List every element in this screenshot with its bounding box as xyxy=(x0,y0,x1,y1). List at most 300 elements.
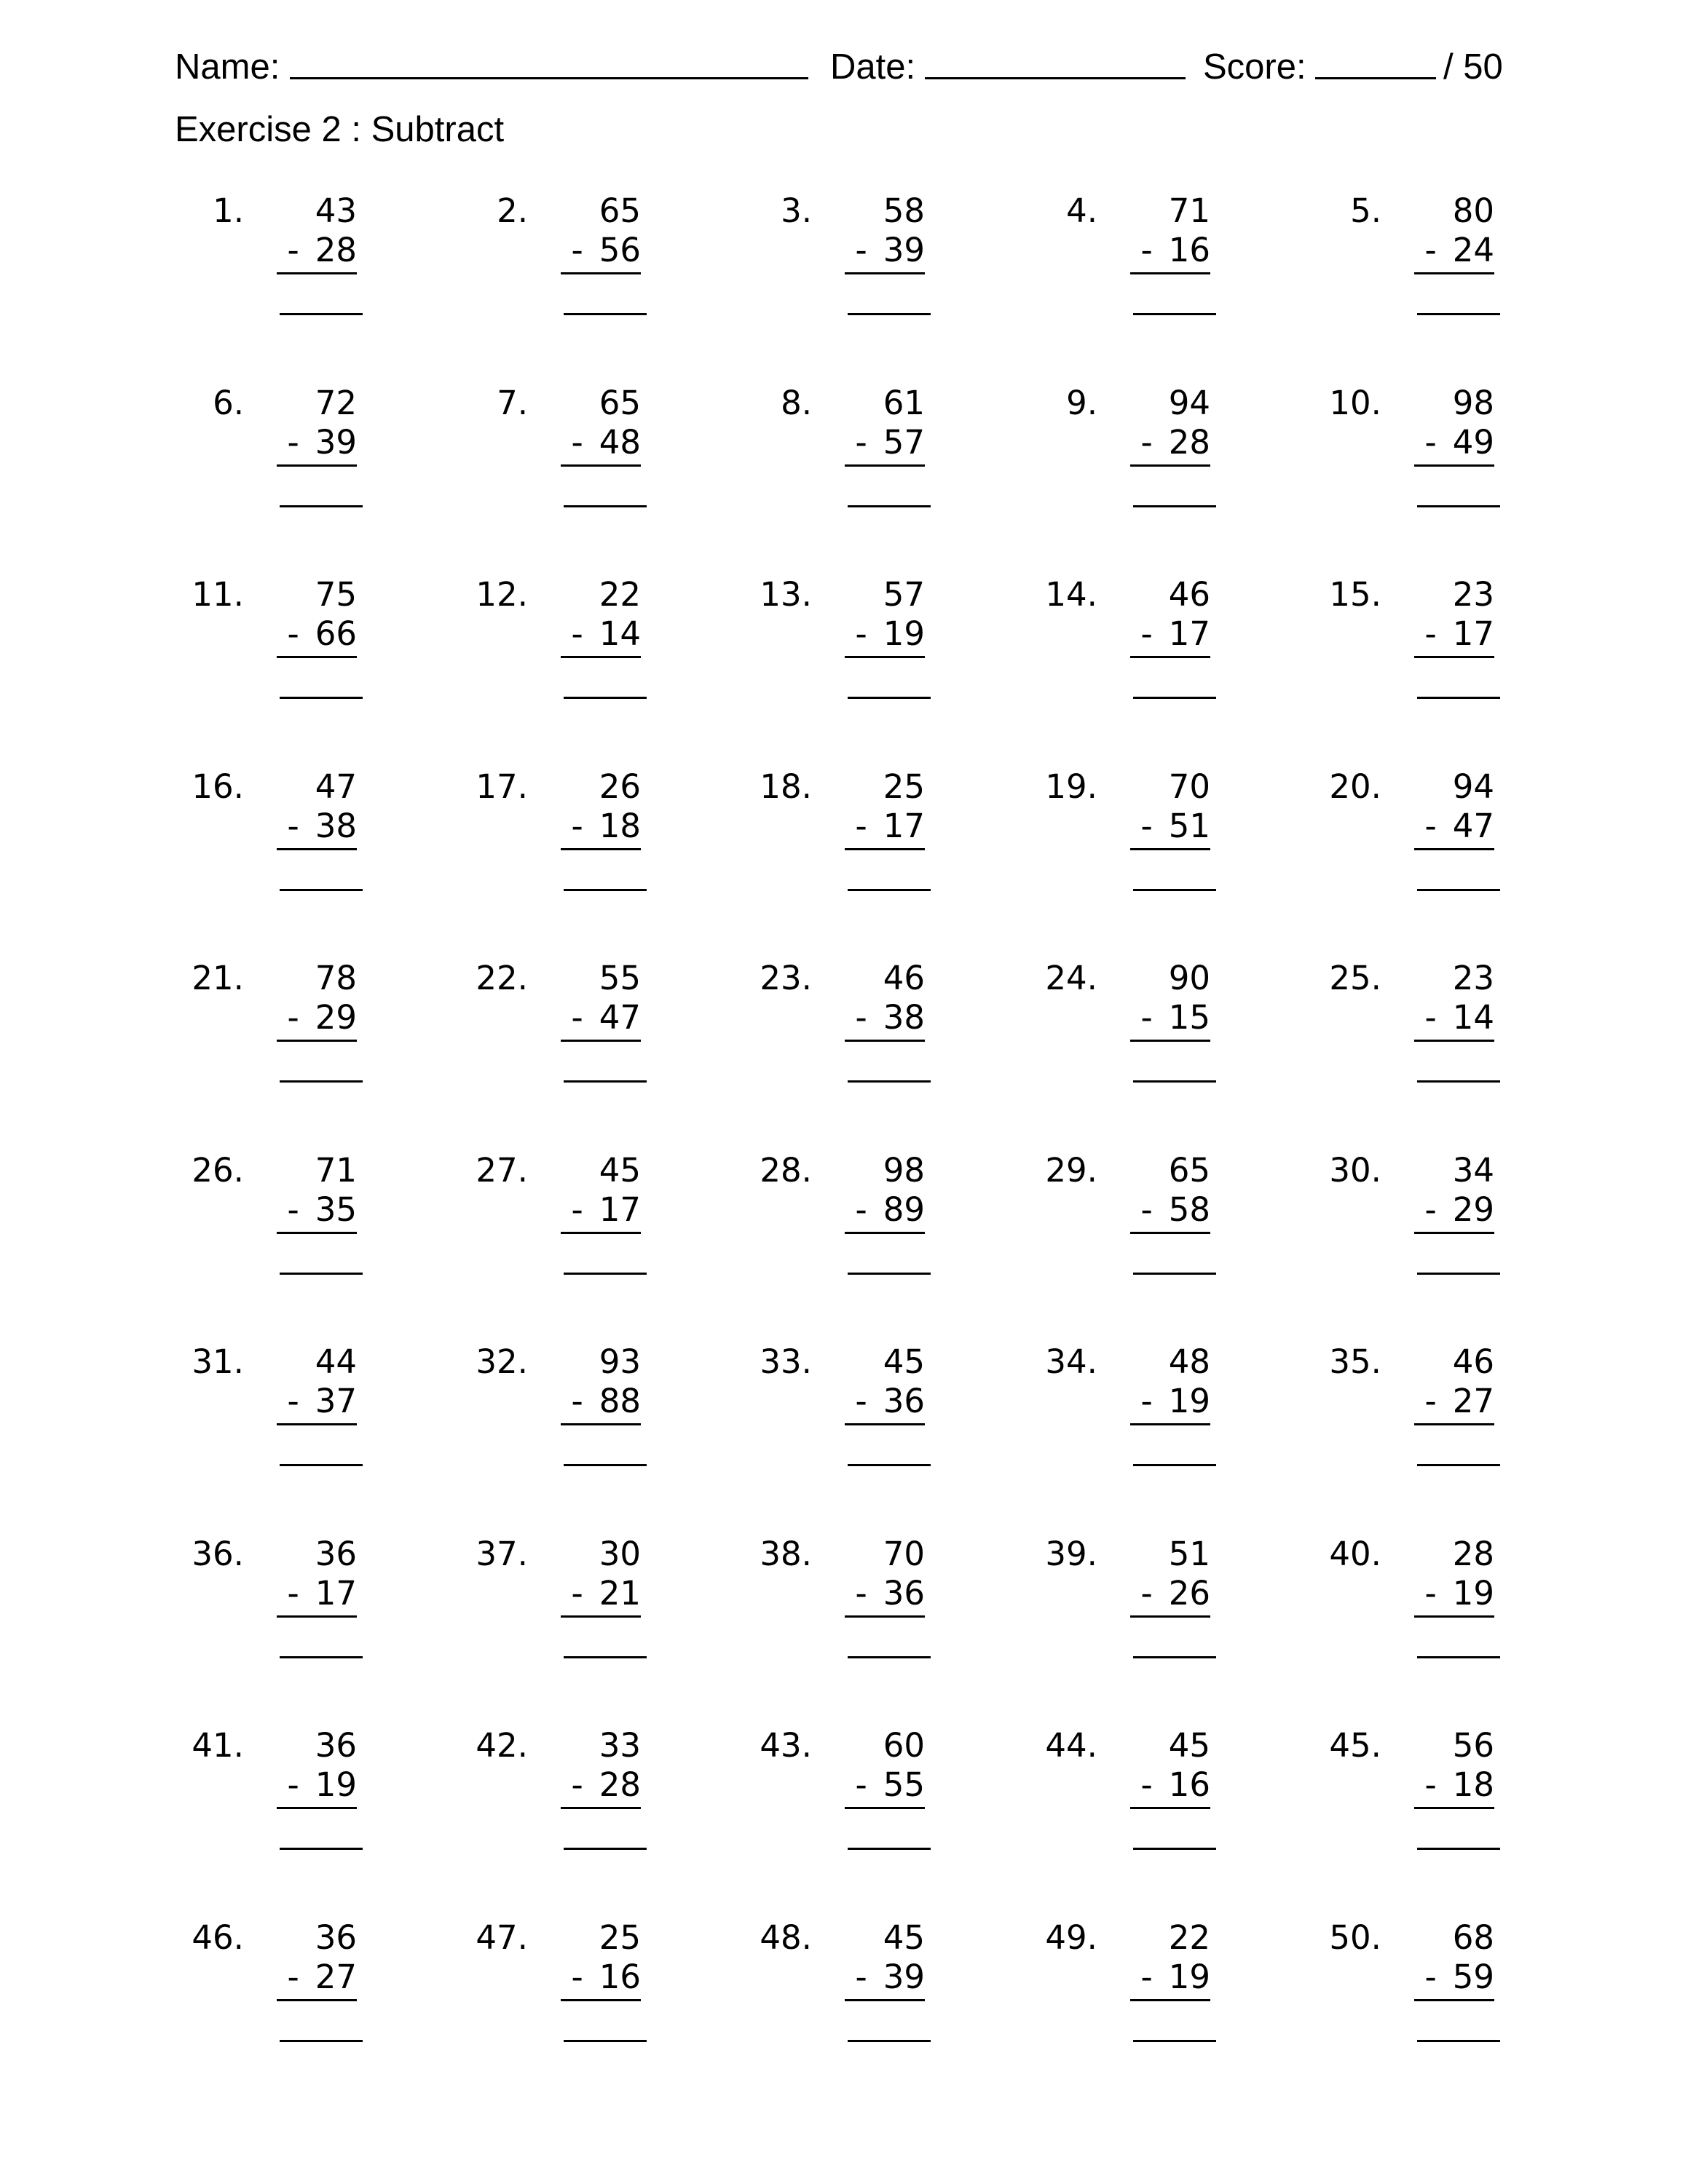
problem-item xyxy=(451,1342,641,1487)
problem-number: 12. xyxy=(476,575,528,614)
minuend: 45 xyxy=(883,1342,925,1381)
subtrahend-line xyxy=(553,1381,641,1422)
problem-number: 25. xyxy=(1329,959,1381,997)
minuend: 65 xyxy=(1168,1151,1210,1190)
problem-item xyxy=(1021,191,1210,336)
minuend: 51 xyxy=(1168,1535,1210,1573)
problem-item xyxy=(735,1725,925,1871)
problem-number: 16. xyxy=(192,767,244,806)
answer-blank xyxy=(848,2040,931,2042)
subtrahend: 39 xyxy=(315,423,357,462)
subtrahend: 29 xyxy=(1452,1190,1494,1229)
minus-sign: - xyxy=(1424,998,1437,1037)
problem-item xyxy=(735,1150,925,1296)
minuend: 71 xyxy=(1168,191,1210,230)
minus-sign: - xyxy=(1424,614,1437,653)
problem-number: 35. xyxy=(1329,1342,1381,1381)
subtraction-rule xyxy=(1130,656,1210,658)
problem-item xyxy=(1305,1534,1494,1679)
minuend: 68 xyxy=(1452,1918,1494,1957)
minus-sign: - xyxy=(1424,1382,1437,1420)
subtraction-rule xyxy=(561,1232,641,1234)
minuend: 57 xyxy=(883,575,925,614)
answer-blank xyxy=(280,1273,363,1275)
minus-sign: - xyxy=(287,1574,299,1613)
problem-number: 20. xyxy=(1329,767,1381,806)
minus-sign: - xyxy=(571,1958,583,1996)
minus-sign: - xyxy=(287,1382,299,1420)
problem-number: 17. xyxy=(476,767,528,806)
subtrahend: 21 xyxy=(599,1574,641,1613)
problem-item xyxy=(1021,1725,1210,1871)
minuend: 23 xyxy=(1452,575,1494,614)
problem-number: 48. xyxy=(760,1918,812,1957)
score-label: Score: xyxy=(1203,47,1306,87)
problem-number: 42. xyxy=(476,1726,528,1765)
problem-number: 14. xyxy=(1045,575,1097,614)
answer-blank xyxy=(564,889,647,891)
problem-number: 15. xyxy=(1329,575,1381,614)
minuend: 78 xyxy=(315,959,357,997)
subtraction-rule xyxy=(277,656,357,658)
minuend: 94 xyxy=(1168,384,1210,422)
subtraction-rule xyxy=(561,1999,641,2001)
minuend: 46 xyxy=(1452,1342,1494,1381)
minus-sign: - xyxy=(855,1574,867,1613)
answer-blank xyxy=(848,1273,931,1275)
subtrahend: 47 xyxy=(599,998,641,1037)
minuend: 98 xyxy=(883,1151,925,1190)
problem-number: 27. xyxy=(476,1151,528,1190)
problem-number: 45. xyxy=(1329,1726,1381,1765)
answer-blank xyxy=(848,505,931,507)
answer-blank xyxy=(1417,697,1500,699)
subtrahend: 27 xyxy=(315,1958,357,1996)
problem-number: 8. xyxy=(781,384,812,422)
problem-number: 41. xyxy=(192,1726,244,1765)
subtrahend: 57 xyxy=(883,423,925,462)
problem-item xyxy=(451,191,641,336)
minus-sign: - xyxy=(1140,998,1153,1037)
problem-item xyxy=(1021,958,1210,1104)
subtrahend-line xyxy=(1123,1573,1210,1614)
subtrahend: 16 xyxy=(1168,1765,1210,1804)
answer-blank xyxy=(848,1080,931,1083)
subtrahend: 38 xyxy=(315,807,357,845)
subtrahend: 16 xyxy=(599,1958,641,1996)
subtraction-rule xyxy=(561,1040,641,1042)
problem-number: 1. xyxy=(213,191,244,230)
subtraction-rule xyxy=(845,848,925,850)
subtraction-rule xyxy=(277,1807,357,1809)
subtrahend-line xyxy=(553,1957,641,1998)
subtrahend-line xyxy=(1407,1573,1494,1614)
minuend: 36 xyxy=(315,1918,357,1957)
subtrahend: 37 xyxy=(315,1382,357,1420)
minuend: 80 xyxy=(1452,191,1494,230)
subtraction-rule xyxy=(1130,1423,1210,1425)
minuend: 25 xyxy=(599,1918,641,1957)
minus-sign: - xyxy=(1424,423,1437,462)
answer-blank xyxy=(1133,1464,1216,1466)
subtraction-rule xyxy=(1130,1040,1210,1042)
subtrahend: 88 xyxy=(599,1382,641,1420)
problem-item xyxy=(1021,1918,1210,2063)
subtraction-rule xyxy=(1130,1615,1210,1618)
minus-sign: - xyxy=(1424,1574,1437,1613)
subtrahend-line xyxy=(553,1573,641,1614)
subtraction-rule xyxy=(1414,1040,1494,1042)
problem-item xyxy=(451,1918,641,2063)
problem-item xyxy=(167,191,357,336)
minuend: 70 xyxy=(883,1535,925,1573)
subtrahend: 15 xyxy=(1168,998,1210,1037)
subtraction-rule xyxy=(561,464,641,467)
subtrahend: 66 xyxy=(315,614,357,653)
minuend: 23 xyxy=(1452,959,1494,997)
answer-blank xyxy=(848,889,931,891)
subtraction-rule xyxy=(1130,1232,1210,1234)
answer-blank xyxy=(1417,1464,1500,1466)
problem-number: 23. xyxy=(760,959,812,997)
minuend: 22 xyxy=(599,575,641,614)
problem-item xyxy=(1021,574,1210,720)
minus-sign: - xyxy=(287,614,299,653)
problem-item xyxy=(1021,1342,1210,1487)
problem-item xyxy=(1021,383,1210,529)
subtrahend-line xyxy=(1123,806,1210,847)
minus-sign: - xyxy=(571,1382,583,1420)
minus-sign: - xyxy=(855,1765,867,1804)
subtraction-rule xyxy=(845,1999,925,2001)
problem-item xyxy=(1305,1342,1494,1487)
subtrahend-line xyxy=(1407,422,1494,463)
problem-item xyxy=(167,1534,357,1679)
problem-number: 36. xyxy=(192,1535,244,1573)
answer-blank xyxy=(848,697,931,699)
problem-item xyxy=(451,958,641,1104)
answer-blank xyxy=(1133,313,1216,315)
subtrahend-line xyxy=(269,230,357,271)
problem-item xyxy=(167,383,357,529)
answer-blank xyxy=(564,1464,647,1466)
subtrahend: 58 xyxy=(1168,1190,1210,1229)
minuend: 46 xyxy=(883,959,925,997)
minus-sign: - xyxy=(1140,1765,1153,1804)
minus-sign: - xyxy=(571,1190,583,1229)
subtrahend: 38 xyxy=(883,998,925,1037)
answer-blank xyxy=(564,697,647,699)
subtraction-rule xyxy=(1414,272,1494,274)
subtrahend: 24 xyxy=(1452,231,1494,269)
subtraction-rule xyxy=(1414,848,1494,850)
problem-item xyxy=(1021,1150,1210,1296)
subtrahend: 17 xyxy=(1168,614,1210,653)
subtrahend: 19 xyxy=(1452,1574,1494,1613)
minus-sign: - xyxy=(1140,614,1153,653)
subtrahend: 14 xyxy=(599,614,641,653)
problem-item xyxy=(735,1342,925,1487)
answer-blank xyxy=(564,1656,647,1658)
subtrahend: 48 xyxy=(599,423,641,462)
subtrahend-line xyxy=(553,230,641,271)
problem-number: 39. xyxy=(1045,1535,1097,1573)
minuend: 45 xyxy=(883,1918,925,1957)
answer-blank xyxy=(1133,889,1216,891)
answer-blank xyxy=(1133,2040,1216,2042)
subtraction-rule xyxy=(1414,1232,1494,1234)
answer-blank xyxy=(280,313,363,315)
subtrahend-line xyxy=(269,614,357,654)
subtraction-rule xyxy=(561,848,641,850)
subtrahend: 39 xyxy=(883,1958,925,1996)
answer-blank xyxy=(1133,1273,1216,1275)
subtrahend: 18 xyxy=(599,807,641,845)
subtrahend-line xyxy=(1407,1381,1494,1422)
date-label: Date: xyxy=(830,47,916,87)
subtrahend-line xyxy=(837,1765,925,1805)
subtraction-rule xyxy=(1414,464,1494,467)
subtrahend: 36 xyxy=(883,1382,925,1420)
subtraction-rule xyxy=(1414,656,1494,658)
problem-number: 37. xyxy=(476,1535,528,1573)
minus-sign: - xyxy=(1140,1382,1153,1420)
problem-item xyxy=(735,1534,925,1679)
subtraction-rule xyxy=(845,1615,925,1618)
problem-item xyxy=(735,574,925,720)
subtrahend-line xyxy=(269,422,357,463)
problem-number: 50. xyxy=(1329,1918,1381,1957)
subtrahend-line xyxy=(269,806,357,847)
problem-number: 47. xyxy=(476,1918,528,1957)
problem-number: 26. xyxy=(192,1151,244,1190)
minuend: 28 xyxy=(1452,1535,1494,1573)
subtrahend-line xyxy=(1123,1190,1210,1230)
minuend: 90 xyxy=(1168,959,1210,997)
subtraction-rule xyxy=(845,464,925,467)
subtraction-rule xyxy=(845,1232,925,1234)
subtrahend: 17 xyxy=(315,1574,357,1613)
answer-blank xyxy=(1417,1273,1500,1275)
answer-blank xyxy=(564,2040,647,2042)
subtraction-rule xyxy=(277,1999,357,2001)
subtrahend-line xyxy=(269,997,357,1038)
minuend: 56 xyxy=(1452,1726,1494,1765)
subtraction-rule xyxy=(845,656,925,658)
problem-item xyxy=(1305,767,1494,912)
problem-item xyxy=(1305,1150,1494,1296)
problem-item xyxy=(167,767,357,912)
problem-number: 34. xyxy=(1045,1342,1097,1381)
subtrahend-line xyxy=(1123,614,1210,654)
minus-sign: - xyxy=(287,1190,299,1229)
subtrahend: 17 xyxy=(599,1190,641,1229)
minuend: 25 xyxy=(883,767,925,806)
answer-blank xyxy=(564,505,647,507)
minus-sign: - xyxy=(1140,1958,1153,1996)
problem-item xyxy=(167,574,357,720)
subtraction-rule xyxy=(561,1423,641,1425)
subtrahend-line xyxy=(837,230,925,271)
minus-sign: - xyxy=(571,231,583,269)
subtrahend-line xyxy=(1123,1381,1210,1422)
answer-blank xyxy=(280,1848,363,1850)
subtraction-rule xyxy=(1130,848,1210,850)
subtrahend: 27 xyxy=(1452,1382,1494,1420)
minus-sign: - xyxy=(1140,1574,1153,1613)
problem-number: 7. xyxy=(497,384,528,422)
minus-sign: - xyxy=(1424,807,1437,845)
answer-blank xyxy=(1417,2040,1500,2042)
minuend: 43 xyxy=(315,191,357,230)
subtrahend-line xyxy=(837,422,925,463)
problem-number: 11. xyxy=(192,575,244,614)
minuend: 55 xyxy=(599,959,641,997)
subtrahend-line xyxy=(1123,1765,1210,1805)
subtraction-rule xyxy=(1414,1807,1494,1809)
problem-number: 43. xyxy=(760,1726,812,1765)
problem-item xyxy=(451,1725,641,1871)
subtrahend: 19 xyxy=(1168,1958,1210,1996)
minus-sign: - xyxy=(1140,231,1153,269)
subtrahend: 19 xyxy=(883,614,925,653)
subtraction-rule xyxy=(277,1040,357,1042)
minus-sign: - xyxy=(855,231,867,269)
problem-number: 6. xyxy=(213,384,244,422)
problem-item xyxy=(735,958,925,1104)
subtrahend: 36 xyxy=(883,1574,925,1613)
minuend: 65 xyxy=(599,384,641,422)
problem-item xyxy=(451,574,641,720)
minuend: 75 xyxy=(315,575,357,614)
problem-number: 5. xyxy=(1350,191,1381,230)
answer-blank xyxy=(848,1464,931,1466)
minuend: 36 xyxy=(315,1535,357,1573)
answer-blank xyxy=(564,1848,647,1850)
problem-number: 9. xyxy=(1066,384,1097,422)
subtrahend-line xyxy=(837,1573,925,1614)
answer-blank xyxy=(1133,1848,1216,1850)
problem-number: 33. xyxy=(760,1342,812,1381)
subtrahend-line xyxy=(1407,997,1494,1038)
problem-number: 10. xyxy=(1329,384,1381,422)
subtrahend-line xyxy=(1407,230,1494,271)
minus-sign: - xyxy=(287,423,299,462)
problem-item xyxy=(1305,574,1494,720)
minuend: 60 xyxy=(883,1726,925,1765)
subtraction-rule xyxy=(845,1423,925,1425)
answer-blank xyxy=(1133,697,1216,699)
subtrahend-line xyxy=(837,1381,925,1422)
answer-blank xyxy=(1417,1080,1500,1083)
subtraction-rule xyxy=(561,1807,641,1809)
minus-sign: - xyxy=(1424,231,1437,269)
answer-blank xyxy=(1417,1656,1500,1658)
problem-item xyxy=(1305,383,1494,529)
subtrahend-line xyxy=(1407,1190,1494,1230)
problem-number: 30. xyxy=(1329,1151,1381,1190)
minus-sign: - xyxy=(855,423,867,462)
subtraction-rule xyxy=(845,1040,925,1042)
subtrahend-line xyxy=(1407,1765,1494,1805)
minus-sign: - xyxy=(855,1382,867,1420)
minuend: 48 xyxy=(1168,1342,1210,1381)
minus-sign: - xyxy=(1140,423,1153,462)
subtrahend-line xyxy=(553,806,641,847)
subtraction-rule xyxy=(277,1423,357,1425)
minus-sign: - xyxy=(1424,1765,1437,1804)
answer-blank xyxy=(564,1080,647,1083)
subtrahend: 18 xyxy=(1452,1765,1494,1804)
problem-number: 24. xyxy=(1045,959,1097,997)
subtrahend-line xyxy=(269,1957,357,1998)
subtraction-rule xyxy=(1130,1999,1210,2001)
subtrahend: 89 xyxy=(883,1190,925,1229)
minuend: 98 xyxy=(1452,384,1494,422)
subtrahend: 55 xyxy=(883,1765,925,1804)
subtrahend: 28 xyxy=(315,231,357,269)
problem-item xyxy=(451,767,641,912)
subtraction-rule xyxy=(277,1232,357,1234)
minus-sign: - xyxy=(571,807,583,845)
minus-sign: - xyxy=(287,807,299,845)
subtrahend-line xyxy=(553,1765,641,1805)
subtrahend-line xyxy=(1123,422,1210,463)
minuend: 71 xyxy=(315,1151,357,1190)
subtrahend-line xyxy=(553,1190,641,1230)
name-label: Name: xyxy=(175,47,280,87)
answer-blank xyxy=(1417,1848,1500,1850)
problem-number: 28. xyxy=(760,1151,812,1190)
subtrahend-line xyxy=(269,1381,357,1422)
subtraction-rule xyxy=(277,464,357,467)
minus-sign: - xyxy=(287,1765,299,1804)
subtrahend: 28 xyxy=(1168,423,1210,462)
problem-number: 49. xyxy=(1045,1918,1097,1957)
subtraction-rule xyxy=(561,656,641,658)
subtrahend: 17 xyxy=(883,807,925,845)
subtrahend-line xyxy=(1407,1957,1494,1998)
subtrahend-line xyxy=(553,422,641,463)
subtrahend: 16 xyxy=(1168,231,1210,269)
minuend: 30 xyxy=(599,1535,641,1573)
problem-item xyxy=(1305,1918,1494,2063)
answer-blank xyxy=(564,1273,647,1275)
answer-blank xyxy=(280,505,363,507)
minus-sign: - xyxy=(571,998,583,1037)
minus-sign: - xyxy=(287,1958,299,1996)
subtrahend: 28 xyxy=(599,1765,641,1804)
subtraction-rule xyxy=(1130,272,1210,274)
subtraction-rule xyxy=(277,272,357,274)
subtrahend-line xyxy=(1407,806,1494,847)
problem-item xyxy=(1021,767,1210,912)
minuend: 72 xyxy=(315,384,357,422)
problem-item xyxy=(167,1150,357,1296)
subtrahend-line xyxy=(1407,614,1494,654)
subtraction-rule xyxy=(1414,1615,1494,1618)
minuend: 58 xyxy=(883,191,925,230)
minus-sign: - xyxy=(571,423,583,462)
problem-number: 18. xyxy=(760,767,812,806)
minus-sign: - xyxy=(855,807,867,845)
subtrahend-line xyxy=(837,614,925,654)
subtrahend-line xyxy=(553,997,641,1038)
minuend: 34 xyxy=(1452,1151,1494,1190)
minuend: 70 xyxy=(1168,767,1210,806)
problem-item xyxy=(735,1918,925,2063)
answer-blank xyxy=(848,313,931,315)
